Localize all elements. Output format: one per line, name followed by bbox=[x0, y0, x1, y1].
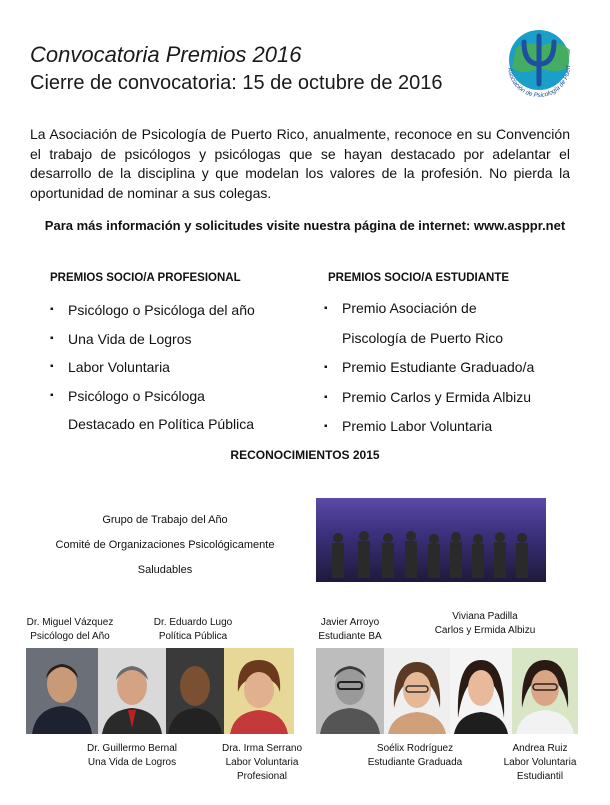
group-photo bbox=[316, 498, 546, 582]
list-item: ▪ Premio Carlos y Ermida Albizu bbox=[324, 388, 532, 405]
caption-miguel-vazquez: Dr. Miguel Vázquez Psicólogo del Año bbox=[26, 617, 114, 642]
portrait-eduardo-lugo bbox=[166, 648, 224, 734]
premios-profesional-list bbox=[46, 296, 276, 439]
caption-javier-arroyo: Javier Arroyo Estudiante BA bbox=[318, 617, 382, 642]
caption-eduardo-lugo: Dr. Eduardo Lugo Política Pública bbox=[153, 617, 233, 642]
list-item: ▪ Una Vida de Logros bbox=[50, 330, 192, 347]
premios-estudiante-heading: PREMIOS SOCIO/A ESTUDIANTE bbox=[328, 272, 510, 284]
portrait-andrea-ruiz bbox=[512, 648, 578, 734]
caption-irma-serrano: Dra. Irma Serrano Labor Voluntaria Profesional bbox=[221, 743, 303, 782]
intro-paragraph: La Asociación de Psicología de Puerto Rico, anualmente, reconoce en su Convención el trabajo de psicólogos y psicólogas que se hayan destacado por adelantar el desarrollo de la disciplina y que modelan los valores de la profesión. No pierda la oportunidad de nominar a sus colegas. bbox=[30, 126, 570, 201]
portrait-soelix-rodriguez bbox=[384, 648, 450, 734]
portrait-irma-serrano bbox=[224, 648, 294, 734]
portrait-miguel-vazquez bbox=[26, 648, 98, 734]
logo-arc-text: Asociación de Psicología de Puert bbox=[506, 65, 573, 100]
list-item: ▪ Premio Labor Voluntaria bbox=[324, 418, 493, 434]
psi-puerto-rico-logo-icon bbox=[494, 18, 584, 108]
premios-estudiante-list bbox=[320, 294, 555, 442]
caption-viviana-padilla: Viviana Padilla Carlos y Ermida Albizu bbox=[434, 611, 536, 636]
list-item: ▪ Psicólogo o Psicóloga Destacado en Política Pública bbox=[50, 387, 254, 432]
page-title: Convocatoria Premios 2016 bbox=[30, 42, 302, 67]
list-item: ▪ Psicólogo o Psicóloga del año bbox=[50, 302, 255, 318]
portrait-viviana-padilla bbox=[450, 648, 512, 734]
caption-andrea-ruiz: Andrea Ruiz Labor Voluntaria Estudiantil bbox=[503, 743, 577, 782]
caption-soelix-rodriguez: Soélix Rodríguez Estudiante Graduada bbox=[367, 743, 463, 768]
caption-guillermo-bernal: Dr. Guillermo Bernal Una Vida de Logros bbox=[86, 743, 178, 768]
portrait-guillermo-bernal bbox=[98, 648, 166, 734]
group-award-text: Grupo de Trabajo del Año Comité de Organizaciones Psicológicamente Saludables bbox=[55, 514, 275, 576]
premios-profesional-heading: PREMIOS SOCIO/A PROFESIONAL bbox=[50, 272, 241, 284]
list-item: ▪ Premio Estudiante Graduado/a bbox=[324, 359, 535, 375]
deadline-subtitle: Cierre de convocatoria: 15 de octubre de 2016 bbox=[30, 72, 443, 94]
info-line: Para más información y solicitudes visite nuestra página de internet: www.asppr.net bbox=[44, 218, 566, 233]
reconocimientos-heading: RECONOCIMIENTOS 2015 bbox=[230, 448, 380, 462]
list-item: ▪ Premio Asociación de Piscología de Puerto Rico bbox=[324, 300, 504, 346]
list-item: ▪ Labor Voluntaria bbox=[50, 359, 170, 375]
portrait-javier-arroyo bbox=[316, 648, 384, 734]
